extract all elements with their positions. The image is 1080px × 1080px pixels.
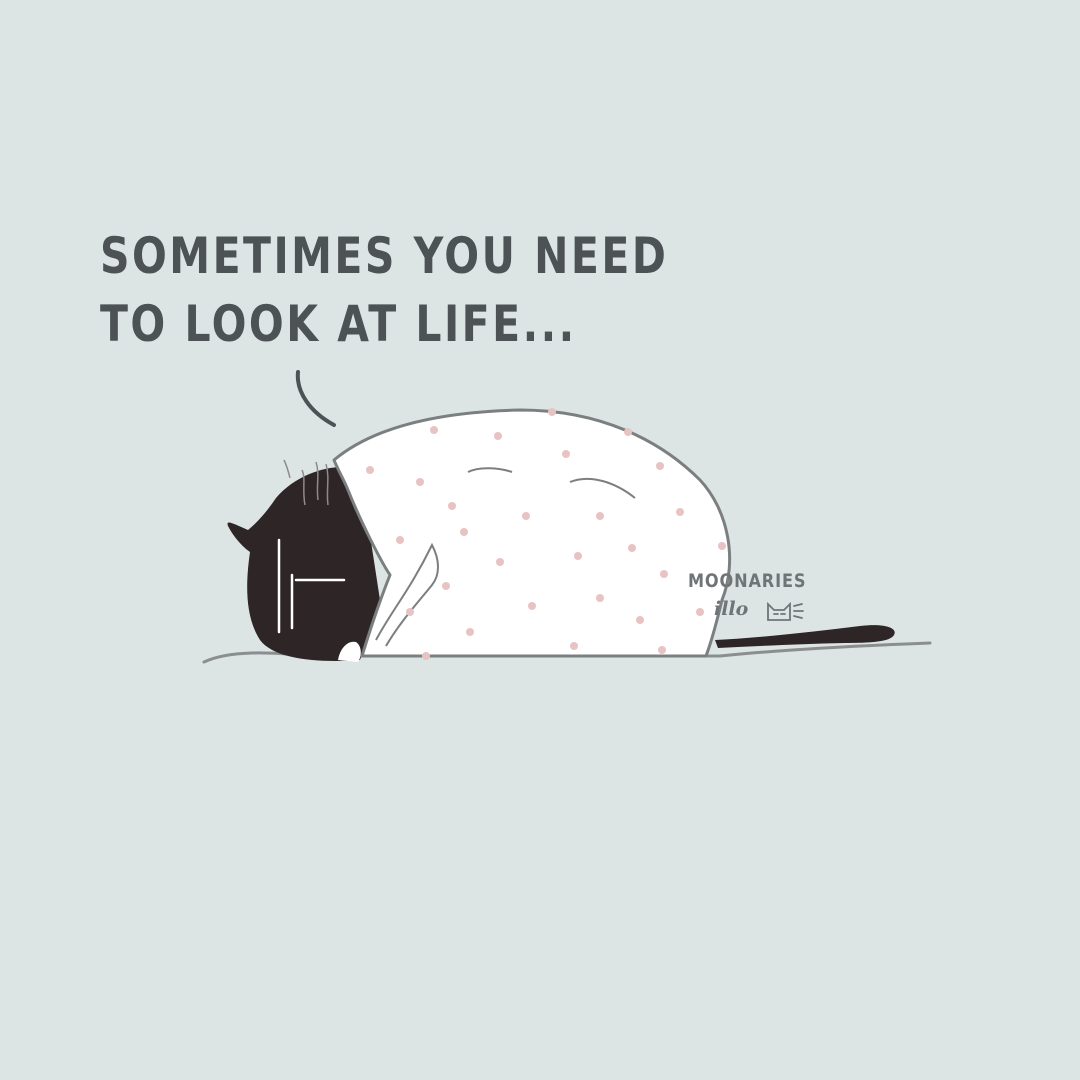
caption-line-1: SOMETIMES YOU NEED	[100, 227, 669, 285]
cat-logo-icon	[768, 604, 803, 620]
watermark-brand: MOONARIES	[688, 570, 807, 592]
caption-text	[100, 222, 668, 358]
polka-dot-blanket	[334, 408, 730, 660]
watermark-sub: illo	[714, 598, 749, 620]
caption-line-2: TO LOOK AT LIFE...	[100, 295, 577, 353]
speech-tail	[298, 372, 334, 425]
